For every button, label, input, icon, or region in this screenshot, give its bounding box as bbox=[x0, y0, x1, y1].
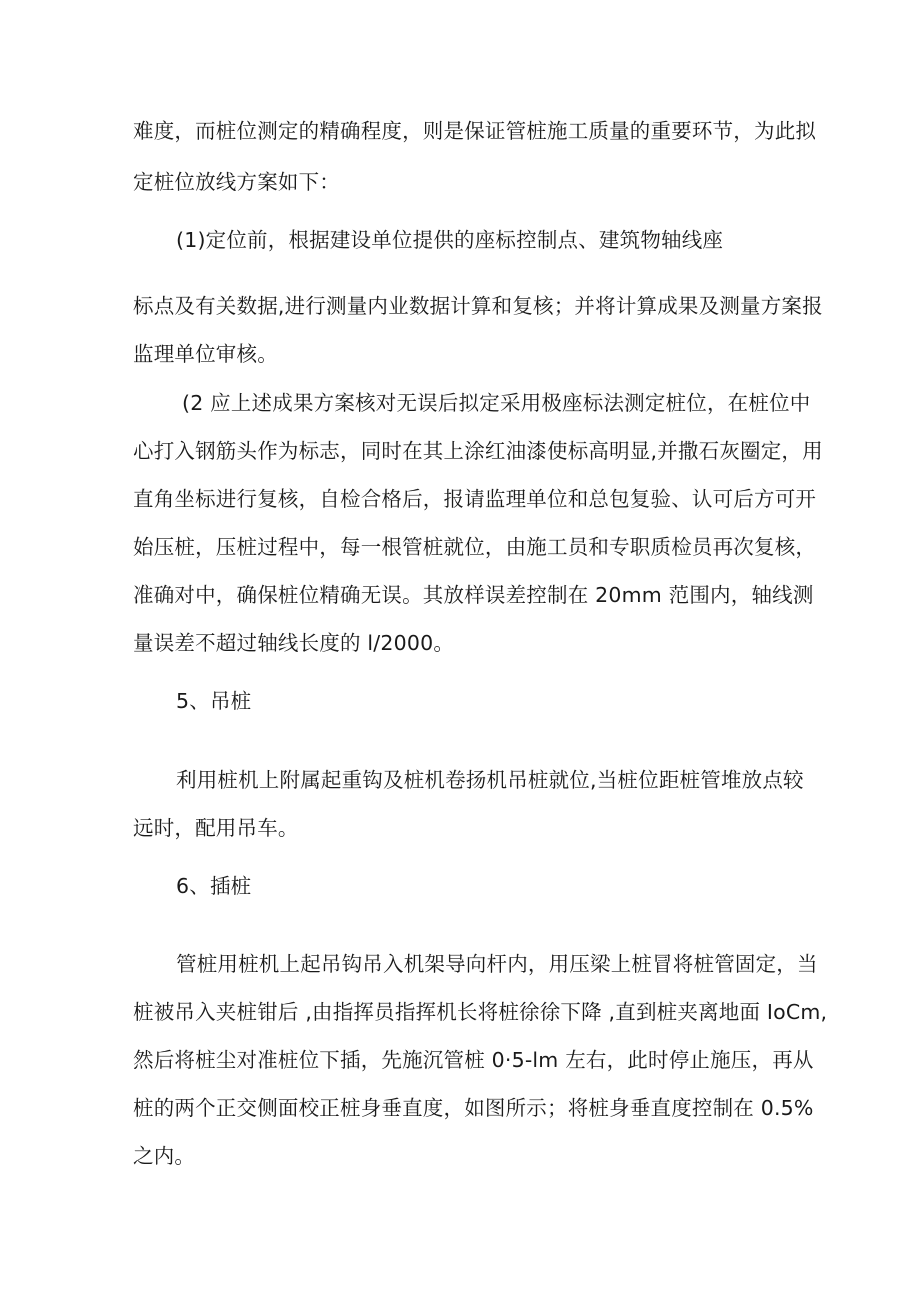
text-line: 始压桩，压桩过程中，每一根管桩就位，由施工员和专职质检员再次复核， bbox=[133, 535, 817, 559]
text-line: 利用桩机上附属起重钩及桩机卷扬机吊桩就位,当桩位距桩管堆放点较 bbox=[176, 768, 804, 792]
text-line: 然后将桩尘对准桩位下插，先施沉管桩 0·5-lm 左右，此时停止施压，再从 bbox=[133, 1048, 814, 1072]
text-line: 定桩位放线方案如下： bbox=[133, 170, 340, 194]
text-line: 难度，而桩位测定的精确程度，则是保证管桩施工质量的重要环节，为此拟 bbox=[133, 119, 817, 143]
text-line: 桩被吊入夹桩钳后 ,由指挥员指挥机长将桩徐徐下降 ,直到桩夹离地面 IoCm, bbox=[133, 1000, 828, 1024]
text-line: 管桩用桩机上起吊钩吊入机架导向杆内，用压梁上桩冒将桩管固定，当 bbox=[176, 952, 818, 976]
section-heading: 6、插桩 bbox=[176, 874, 252, 898]
text-line: 之内。 bbox=[133, 1144, 196, 1168]
text-line: (2 应上述成果方案核对无误后拟定采用极座标法测定桩位，在桩位中 bbox=[182, 391, 811, 415]
text-line: 桩的两个正交侧面校正桩身垂直度，如图所示；将桩身垂直度控制在 0.5% bbox=[133, 1096, 814, 1120]
text-line: 标点及有关数据,进行测量内业数据计算和复核；并将计算成果及测量方案报 bbox=[133, 294, 823, 318]
text-line: 心打入钢筋头作为标志，同时在其上涂红油漆使标高明显,并撒石灰圈定，用 bbox=[133, 439, 823, 463]
text-line: 直角坐标进行复核，自检合格后，报请监理单位和总包复验、认可后方可开 bbox=[133, 487, 817, 511]
section-heading: 5、吊桩 bbox=[176, 689, 252, 713]
text-line: 量误差不超过轴线长度的 l/2000。 bbox=[133, 631, 455, 655]
text-line: (1)定位前，根据建设单位提供的座标控制点、建筑物轴线座 bbox=[176, 228, 724, 252]
text-line: 远时，配用吊车。 bbox=[133, 816, 299, 840]
text-line: 准确对中，确保桩位精确无误。其放样误差控制在 20mm 范围内，轴线测 bbox=[133, 583, 814, 607]
text-line: 监理单位审核。 bbox=[133, 342, 278, 366]
